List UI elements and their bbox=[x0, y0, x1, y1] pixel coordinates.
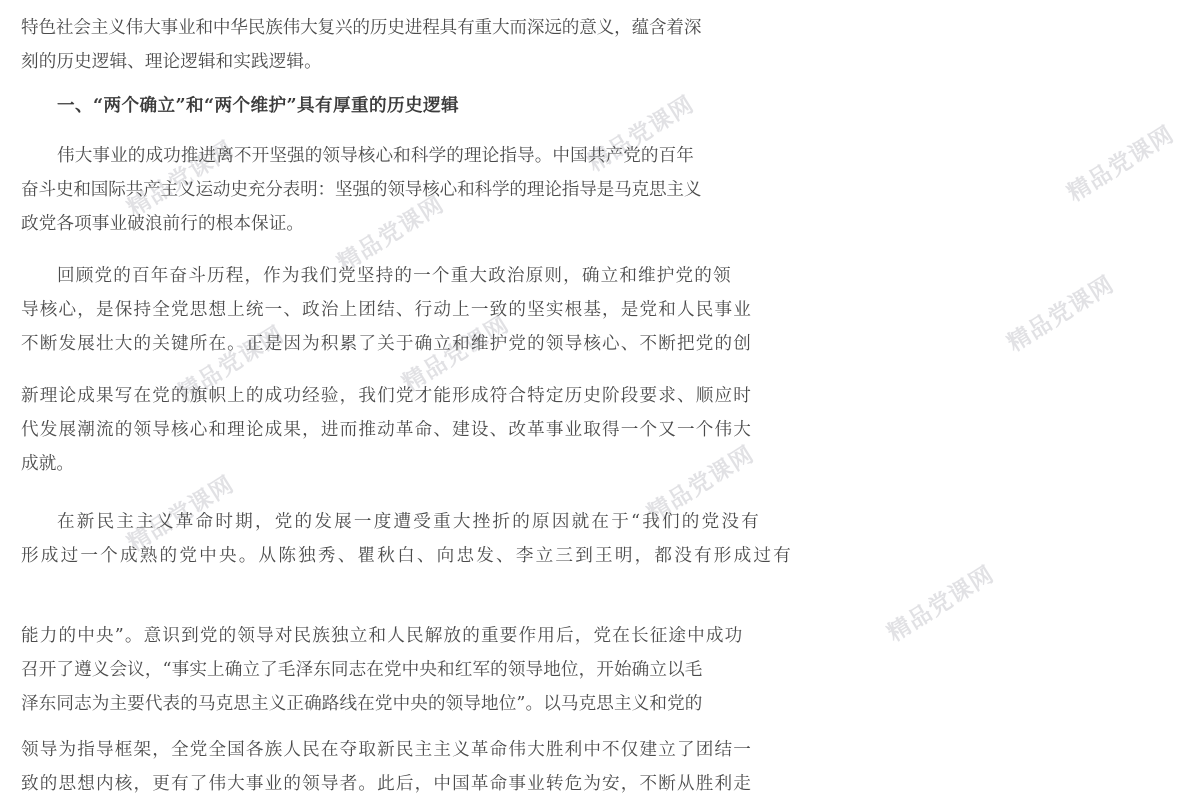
watermark-text: 精品党课网 bbox=[123, 136, 239, 223]
body-line: 能力的中央”。意识到党的领导对民族独立和人民解放的重要作用后，党在长征途中成功 bbox=[21, 626, 744, 646]
section-heading: 一、“两个确立”和“两个维护”具有厚重的历史逻辑 bbox=[57, 95, 459, 116]
watermark-text: 精品党课网 bbox=[333, 191, 449, 278]
body-line: 领导为指导框架，全党全国各族人民在夺取新民主主义革命伟大胜利中不仅建立了团结一 bbox=[21, 740, 753, 760]
body-line: 奋斗史和国际共产主义运动史充分表明：坚强的领导核心和科学的理论指导是马克思主义 bbox=[21, 180, 702, 200]
watermark-text: 精品党课网 bbox=[1003, 271, 1119, 358]
body-line: 泽东同志为主要代表的马克思主义正确路线在党中央的领导地位”。以马克思主义和党的 bbox=[21, 694, 703, 714]
body-line: 代发展潮流的领导核心和理论成果，进而推动革命、建设、改革事业取得一个又一个伟大 bbox=[21, 420, 753, 440]
body-line: 新理论成果写在党的旗帜上的成功经验，我们党才能形成符合特定历史阶段要求、顺应时 bbox=[21, 386, 753, 406]
watermark-text: 精品党课网 bbox=[173, 321, 289, 408]
body-line: 形成过一个成熟的党中央。从陈独秀、瞿秋白、向忠发、李立三到王明，都没有形成过有 bbox=[21, 546, 793, 566]
body-line: 回顾党的百年奋斗历程，作为我们党坚持的一个重大政治原则，确立和维护党的领 bbox=[57, 266, 732, 286]
watermark-text: 精品党课网 bbox=[398, 311, 514, 398]
body-line: 召开了遵义会议，“事实上确立了毛泽东同志在党中央和红军的领导地位，开始确立以毛 bbox=[21, 660, 703, 680]
body-line: 导核心，是保持全党思想上统一、政治上团结、行动上一致的坚实根基，是党和人民事业 bbox=[21, 300, 753, 320]
body-line: 伟大事业的成功推进离不开坚强的领导核心和科学的理论指导。中国共产党的百年 bbox=[57, 146, 694, 166]
watermark-text: 精品党课网 bbox=[643, 441, 759, 528]
watermark-text: 精品党课网 bbox=[883, 561, 999, 648]
body-line: 特色社会主义伟大事业和中华民族伟大复兴的历史进程具有重大而深远的意义，蕴含着深 bbox=[21, 18, 702, 38]
body-line: 政党各项事业破浪前行的根本保证。 bbox=[21, 214, 305, 234]
watermark-text: 精品党课网 bbox=[1063, 121, 1179, 208]
body-line: 成就。 bbox=[21, 454, 75, 474]
watermark-text: 精品党课网 bbox=[123, 471, 239, 558]
body-line: 刻的历史逻辑、理论逻辑和实践逻辑。 bbox=[21, 52, 322, 72]
body-line: 致的思想内核，更有了伟大事业的领导者。此后，中国革命事业转危为安，不断从胜利走 bbox=[21, 774, 753, 794]
body-line: 不断发展壮大的关键所在。正是因为积累了关于确立和维护党的领导核心、不断把党的创 bbox=[21, 334, 753, 354]
watermark-text: 精品党课网 bbox=[583, 91, 699, 178]
body-line: 在新民主主义革命时期，党的发展一度遭受重大挫折的原因就在于“我们的党没有 bbox=[57, 512, 761, 532]
